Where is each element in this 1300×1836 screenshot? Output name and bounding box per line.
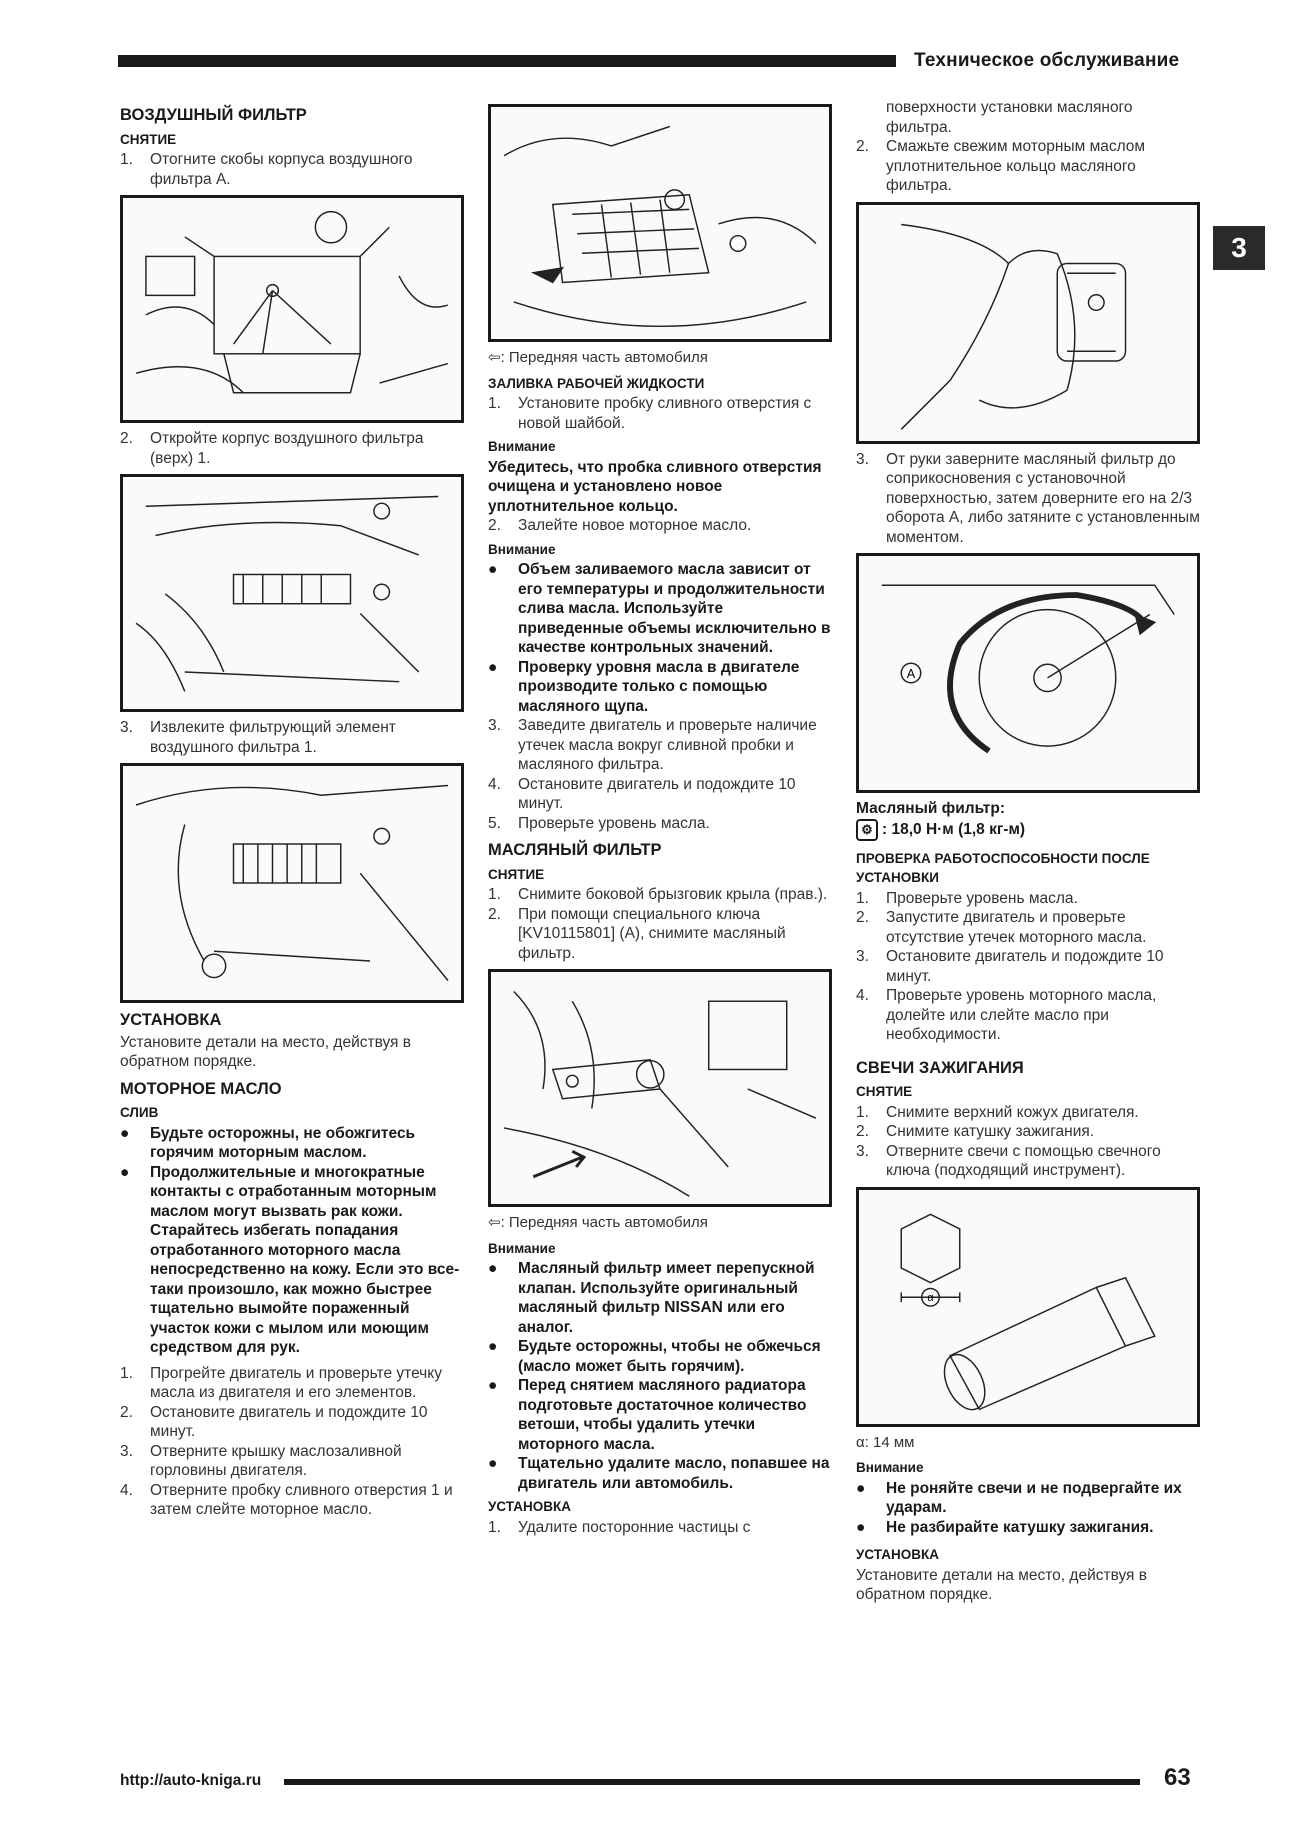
check-title: ПРОВЕРКА РАБОТОСПОСОБНОСТИ ПОСЛЕ УСТАНОВКИ	[856, 850, 1150, 885]
list-item: 4. Проверьте уровень моторного масла, долейте или слейте масло при необходимости.	[856, 987, 1157, 1043]
install-title: УСТАНОВКА	[488, 1499, 571, 1514]
list-item: 2. Снимите катушку зажигания.	[856, 1123, 1095, 1140]
hand-tightening-illustration	[859, 205, 1197, 441]
list-item: 3. Извлеките фильтрующий элемент воздушного фильтра 1.	[120, 719, 396, 756]
column-3	[856, 98, 1200, 1605]
torque-wrench-icon: ⚙	[856, 819, 878, 841]
list-item: 1. Отогните скобы корпуса воздушного фильтра А.	[120, 151, 413, 188]
warning-item: ● Продолжительные и многократные контакты с отработанным моторным маслом могут вызвать рак кожи. Старайтесь избегать попадания отработанного моторного масла непосредственно на кожу. Если это все-таки произошло, как можно быстрее тщательно вымойте пораженный участок кожи с мылом или моющим средством для рук.	[120, 1163, 460, 1356]
list-item: 4. Отверните пробку сливного отверстия 1 и затем слейте моторное масло.	[120, 1481, 453, 1518]
list-item: 1. Установите пробку сливного отверстия с новой шайбой.	[488, 395, 812, 432]
oil-filter-title: МАСЛЯНЫЙ ФИЛЬТР	[488, 841, 662, 859]
air-filter-figure-1	[120, 195, 464, 423]
figure-caption: ⇦: Передняя часть автомобиля	[488, 349, 708, 366]
install-text: Установите детали на место, действуя в обратном порядке.	[856, 1566, 1147, 1603]
caution-title: Внимание	[488, 1240, 556, 1256]
caution-text: Убедитесь, что пробка сливного отверстия очищена и установлено новое уплотнительное кольцо.	[488, 458, 822, 515]
warning-item: ● Будьте осторожны, чтобы не обжечься (масло может быть горячим).	[488, 1338, 821, 1375]
list-item: 2. Залейте новое моторное масло.	[488, 517, 752, 534]
footer-url: http://auto-kniga.ru	[120, 1772, 262, 1789]
list-item: 2. Запустите двигатель и проверьте отсутствие утечек моторного масла.	[856, 909, 1147, 946]
warning-item: ● Будьте осторожны, не обожгитесь горячим моторным маслом.	[120, 1124, 416, 1161]
oil-filter-figure	[488, 969, 832, 1207]
list-item: 1. Снимите боковой брызговик крыла (прав.).	[488, 886, 828, 903]
warning-item: ● Объем заливаемого масла зависит от его температуры и продолжительности слива масла. Используйте приведенные объемы исключительно в качестве контрольных значений.	[488, 561, 831, 656]
removal-title: СНЯТИЕ	[488, 866, 545, 882]
removal-title: СНЯТИЕ	[120, 131, 177, 147]
filter-housing-illustration	[123, 477, 461, 709]
list-item: 2. Смажьте свежим моторным маслом уплотнительное кольцо масляного фильтра.	[856, 138, 1146, 194]
install-text: Установите детали на место, действуя в обратном порядке.	[120, 1033, 411, 1070]
engine-oil-title: МОТОРНОЕ МАСЛО	[120, 1079, 282, 1098]
list-item: 2. Остановите двигатель и подождите 10 минут.	[120, 1403, 428, 1440]
list-item-continued: поверхности установки масляного фильтра.	[886, 99, 1133, 136]
warning-item: ● Не роняйте свечи и не подвергайте их ударам.	[856, 1479, 1182, 1516]
warning-item: ● Проверку уровня масла в двигателе производите только с помощью масляного щупа.	[488, 658, 800, 715]
torque-value: : 18,0 Н·м (1,8 кг-м)	[882, 820, 1026, 838]
spark-plug-socket-figure	[856, 1187, 1200, 1427]
list-item: 4. Остановите двигатель и подождите 10 минут.	[488, 775, 796, 812]
list-item: 2. Откройте корпус воздушного фильтра (верх) 1.	[120, 430, 424, 467]
torque-label: Масляный фильтр:	[856, 800, 1005, 817]
column-1	[120, 98, 464, 1520]
install-title: УСТАНОВКА	[856, 1547, 939, 1562]
figure-label-a: A	[906, 666, 916, 681]
engine-bay-illustration	[123, 198, 461, 420]
header-title: Техническое обслуживание	[914, 50, 1180, 71]
list-item: 1. Прогрейте двигатель и проверьте утечку масла из двигателя и его элементов.	[120, 1364, 442, 1401]
list-item: 1. Проверьте уровень масла.	[856, 889, 1078, 907]
caution-title: Внимание	[856, 1460, 924, 1475]
header-bar	[118, 55, 896, 67]
list-item: 1. Удалите посторонние частицы с	[488, 1518, 751, 1536]
list-item: 3. Отверните свечи с помощью свечного ключа (подходящий инструмент).	[856, 1142, 1161, 1179]
drain-title: СЛИВ	[120, 1105, 159, 1120]
column-2	[488, 98, 832, 1537]
filter-element-illustration	[123, 766, 461, 1000]
socket-illustration	[859, 1190, 1197, 1424]
install-title: УСТАНОВКА	[120, 1011, 222, 1029]
footer-bar	[284, 1779, 1140, 1785]
list-item: 3. Заведите двигатель и проверьте наличие утечек масла вокруг сливной пробки и масляного фильтра.	[488, 717, 817, 773]
oil-pan-illustration	[491, 107, 829, 339]
chapter-tab: 3	[1213, 226, 1265, 270]
drain-plug-figure	[488, 104, 832, 342]
list-item: 1. Снимите верхний кожух двигателя.	[856, 1103, 1139, 1121]
figure-label-alpha: α	[927, 1291, 934, 1304]
page-number: 63	[1164, 1764, 1191, 1791]
air-filter-figure-3	[120, 763, 464, 1003]
list-item: 3. От руки заверните масляный фильтр до соприкосновения с установочной поверхностью, затем доверните его на 2/3 оборота А, либо затяните с установленным моментом.	[856, 450, 1200, 546]
filter-rotation-illustration	[859, 556, 1197, 790]
filter-torque-figure	[856, 553, 1200, 793]
torque-spec	[856, 819, 1200, 841]
spark-plugs-title: СВЕЧИ ЗАЖИГАНИЯ	[856, 1058, 1024, 1077]
list-item: 2. При помощи специального ключа [KV10115801] (А), снимите масляный фильтр.	[488, 905, 786, 962]
caution-title: Внимание	[488, 439, 556, 454]
air-filter-figure-2	[120, 474, 464, 712]
warning-item: ● Не разбирайте катушку зажигания.	[856, 1518, 1154, 1536]
warning-item: ● Масляный фильтр имеет перепускной клапан. Используйте оригинальный масляный фильтр NISSAN или его аналог.	[488, 1260, 815, 1336]
figure-caption: ⇦: Передняя часть автомобиля	[488, 1214, 708, 1231]
oil-filter-hand-figure	[856, 202, 1200, 444]
figure-caption: α: 14 мм	[856, 1433, 915, 1451]
fill-title: ЗАЛИВКА РАБОЧЕЙ ЖИДКОСТИ	[488, 375, 705, 391]
removal-title: СНЯТИЕ	[856, 1084, 913, 1099]
caution-title: Внимание	[488, 541, 556, 557]
warning-item: ● Перед снятием масляного радиатора подготовьте достаточное количество ветоши, чтобы удалить утечки моторного масла.	[488, 1377, 807, 1453]
warning-item: ● Тщательно удалите масло, попавшее на двигатель или автомобиль.	[488, 1455, 830, 1492]
list-item: 3. Остановите двигатель и подождите 10 минут.	[856, 948, 1164, 985]
oil-filter-location-illustration	[491, 972, 829, 1204]
air-filter-title: ВОЗДУШНЫЙ ФИЛЬТР	[120, 106, 307, 124]
list-item: 5. Проверьте уровень масла.	[488, 814, 710, 832]
list-item: 3. Отверните крышку маслозаливной горловины двигателя.	[120, 1442, 402, 1479]
